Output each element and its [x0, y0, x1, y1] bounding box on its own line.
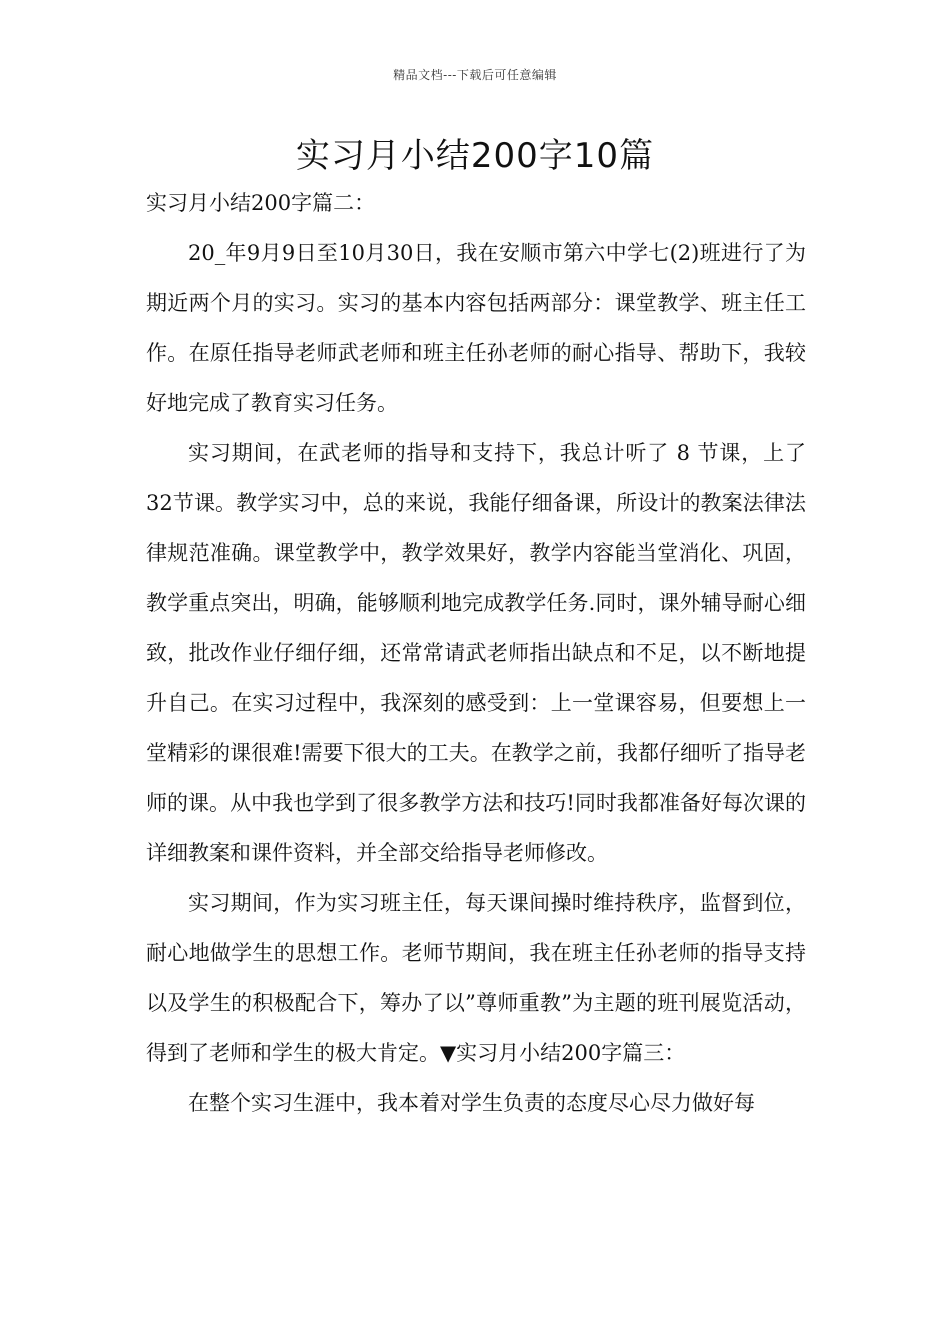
document-title: 实习月小结200字10篇 — [295, 136, 655, 176]
paragraph-2: 实习期间，在武老师的指导和支持下，我总计听了 8 节课，上了32节课。教学实习中，总的来说，我能仔细备课，所设计的教案法律法律规范准确。课堂教学中，教学效果好，教学内容能当堂消化、巩固，教学重点突出，明确，能够顺利地完成教学任务.同时，课外辅导耐心细致，批改作业仔细仔细，还常常请武老师指出缺点和不足，以不断地提升自己。在实习过程中，我深刻的感受到：上一堂课容易，但要想上一堂精彩的课很难!需要下很大的工夫。在教学之前，我都仔细听了指导老师的课。从中我也学到了很多教学方法和技巧!同时我都准备好每次课的详细教案和课件资料，并全部交给指导老师修改。 — [146, 441, 806, 865]
paragraph-1: 20_年9月9日至10月30日，我在安顺市第六中学七(2)班进行了为期近两个月的实习。实习的基本内容包括两部分：课堂教学、班主任工作。在原任指导老师武老师和班主任孙老师的耐心指导、帮助下，我较好地完成了教育实习任务。 — [146, 241, 806, 415]
document-body — [146, 178, 806, 1128]
paragraph-4: 在整个实习生涯中，我本着对学生负责的态度尽心尽力做好每 — [188, 1091, 755, 1115]
section-heading: 实习月小结200字篇二： — [146, 191, 376, 215]
paragraph-3: 实习期间，作为实习班主任，每天课间操时维持秩序，监督到位，耐心地做学生的思想工作。老师节期间，我在班主任孙老师的指导支持以及学生的积极配合下，筹办了以”尊师重教”为主题的班刊展览活动，得到了老师和学生的极大肯定。▼实习月小结200字篇三： — [146, 891, 806, 1065]
header-note: 精品文档---下载后可任意编辑 — [393, 68, 557, 82]
